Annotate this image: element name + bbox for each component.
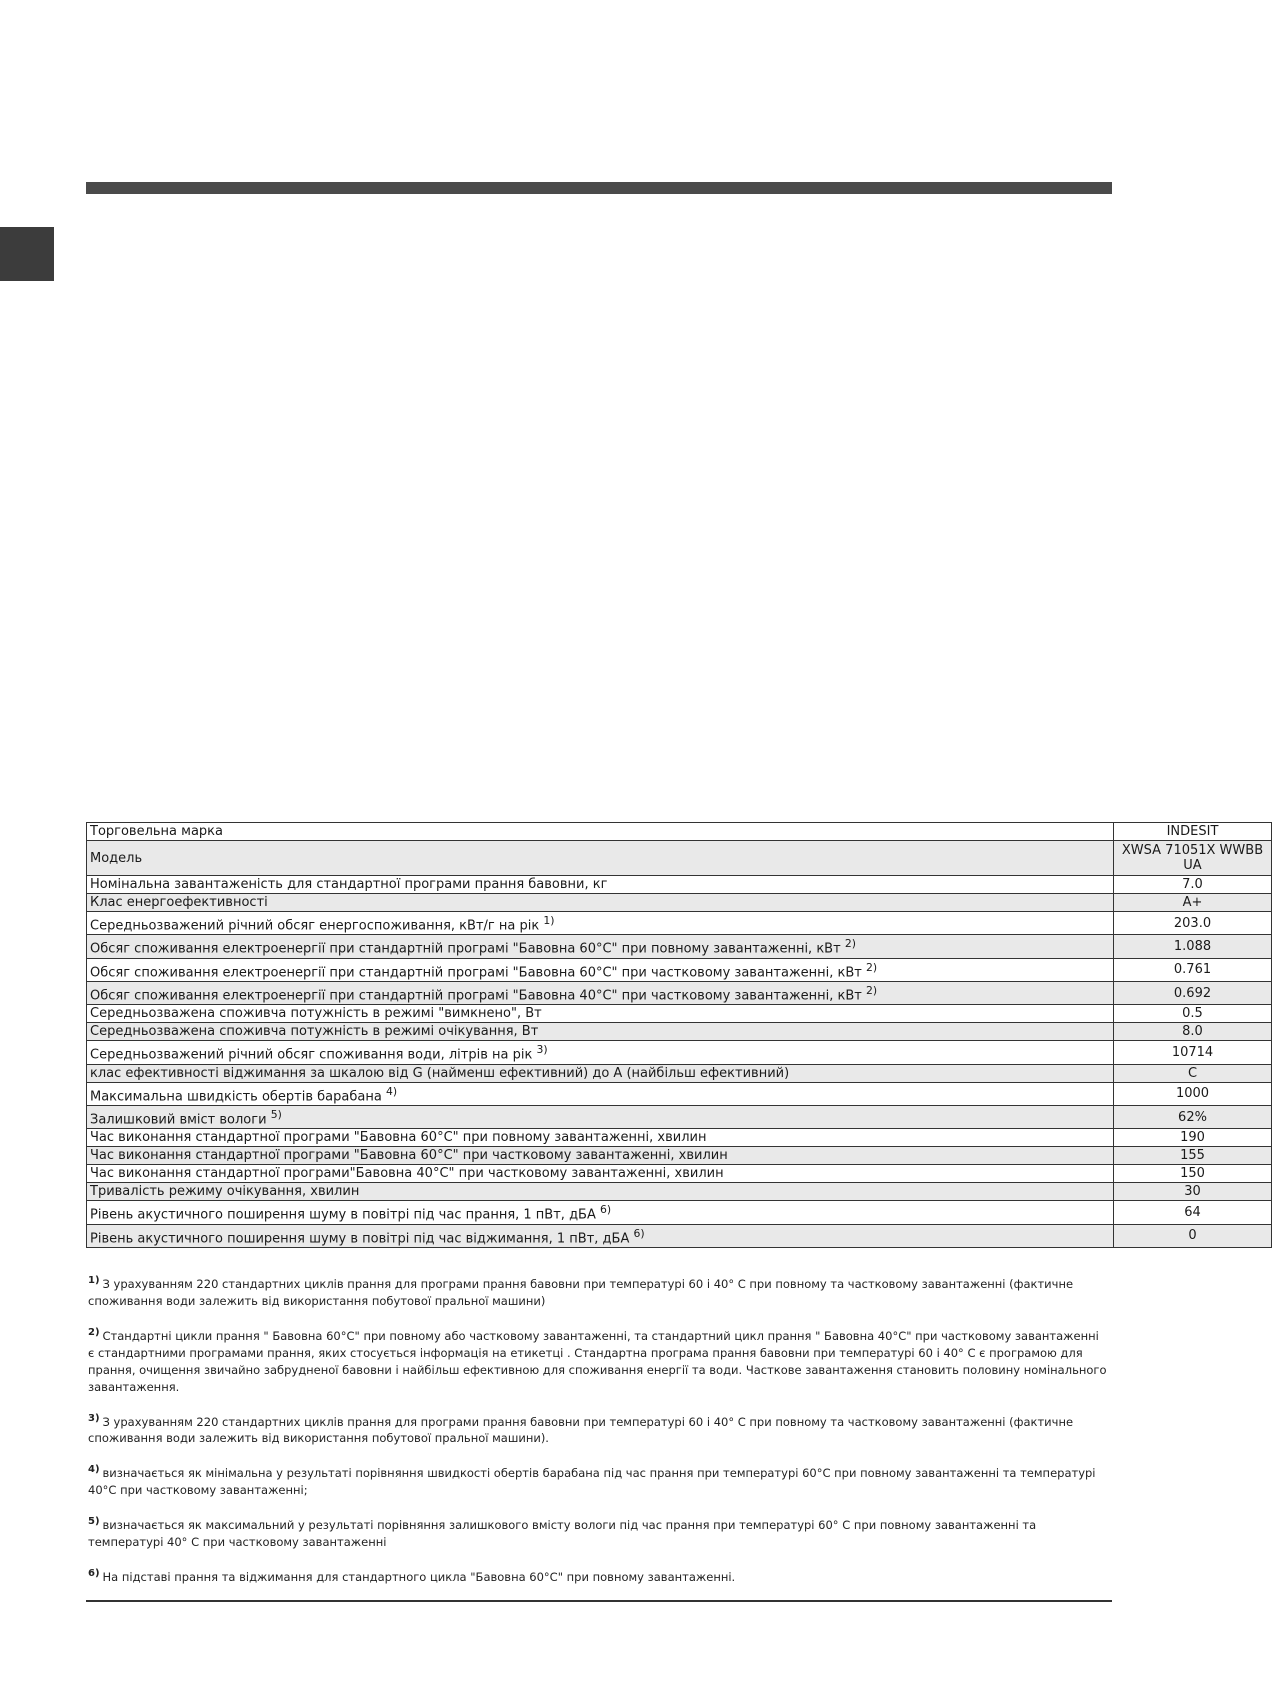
table-row bbox=[87, 1041, 1272, 1064]
product-spec-table bbox=[86, 822, 1272, 1248]
footnote-text: З урахуванням 220 стандартних циклів прання для програми прання бавовни при температурі 60 і 40° С при повному та частковому завантаженні (фактичне споживання води залежить від використання побутової пральної машини). bbox=[88, 1414, 1074, 1446]
footnote-ref: 6) bbox=[600, 1203, 612, 1217]
footnote-ref: 5) bbox=[270, 1107, 282, 1121]
param-cell: Середньозважена споживча потужність в режимі очікування, Вт bbox=[87, 1023, 1114, 1041]
footnote-mark: 3) bbox=[88, 1412, 100, 1424]
param-cell: Модель bbox=[87, 841, 1114, 876]
table-row bbox=[87, 1005, 1272, 1023]
footnote bbox=[88, 1513, 1108, 1551]
param-cell: Тривалість режиму очікування, хвилин bbox=[87, 1183, 1114, 1201]
footnote bbox=[88, 1324, 1108, 1396]
footnote-text: На підставі прання та віджимання для стандартного цикла "Бавовна 60°С" при повному завантаженні. bbox=[102, 1569, 736, 1584]
table-row bbox=[87, 1082, 1272, 1105]
value-cell: XWSA 71051X WWBB UA bbox=[1114, 841, 1272, 876]
value-cell: 10714 bbox=[1114, 1041, 1272, 1064]
table-row bbox=[87, 1023, 1272, 1041]
param-cell: Клас енергоефективності bbox=[87, 894, 1114, 912]
footnote-mark: 5) bbox=[88, 1516, 100, 1528]
value-cell: INDESIT bbox=[1114, 823, 1272, 841]
footnote bbox=[88, 1461, 1108, 1499]
footnote-text: З урахуванням 220 стандартних циклів прання для програми прання бавовни при температурі 60 і 40° С при повному та частковому завантаженні (фактичне споживання води залежить від використання побутової пральної машини) bbox=[88, 1276, 1074, 1308]
table-row bbox=[87, 894, 1272, 912]
param-cell: клас ефективності віджимання за шкалою від G (найменш ефективний) до А (найбільш ефективний) bbox=[87, 1064, 1114, 1082]
value-cell: 0.692 bbox=[1114, 981, 1272, 1004]
table-row bbox=[87, 841, 1272, 876]
footnotes bbox=[88, 1272, 1108, 1600]
value-cell: 0 bbox=[1114, 1224, 1272, 1247]
table-row bbox=[87, 1165, 1272, 1183]
footnote-text: визначається як мінімальна у результаті порівняння швидкості обертів барабана під час прання при температурі 60°С при повному завантаженні та температурі 40°С при частковому завантаженні; bbox=[88, 1466, 1096, 1498]
footnote-ref: 2) bbox=[844, 937, 856, 951]
param-cell: Час виконання стандартної програми "Бавовна 60°С" при частковому завантаженні, хвилин bbox=[87, 1147, 1114, 1165]
param-cell: Час виконання стандартної програми"Бавовна 40°С" при частковому завантаженні, хвилин bbox=[87, 1165, 1114, 1183]
footnote-mark: 6) bbox=[88, 1568, 100, 1580]
language-tab-marker bbox=[0, 227, 54, 281]
table-row bbox=[87, 981, 1272, 1004]
footnote-text: визначається як максимальний у результаті порівняння залишкового вмісту вологи під час прання при температурі 60° С при повному завантаженні та температурі 40° С при частковому завантаженні bbox=[88, 1518, 1037, 1550]
param-cell: Середньозважений річний обсяг споживання води, літрів на рік $^{3)}$ bbox=[87, 1041, 1114, 1064]
value-cell: 155 bbox=[1114, 1147, 1272, 1165]
param-cell: Обсяг споживання електроенергії при стандартній програмі "Бавовна 60°С" при частковому завантаженні, кВт $^{2)}$ bbox=[87, 958, 1114, 981]
value-cell: C bbox=[1114, 1064, 1272, 1082]
value-cell: A+ bbox=[1114, 894, 1272, 912]
footnote-ref: 3) bbox=[536, 1043, 548, 1057]
table-row bbox=[87, 1224, 1272, 1247]
value-cell: 64 bbox=[1114, 1201, 1272, 1224]
value-cell: 0.5 bbox=[1114, 1005, 1272, 1023]
table-row bbox=[87, 935, 1272, 958]
footnote-ref: 2) bbox=[866, 960, 878, 974]
param-cell: Рівень акустичного поширення шуму в повітрі під час прання, 1 пВт, дБА $^{6)}$ bbox=[87, 1201, 1114, 1224]
footer-rule bbox=[86, 1600, 1112, 1602]
param-cell: Рівень акустичного поширення шуму в повітрі під час віджимання, 1 пВт, дБА $^{6)}$ bbox=[87, 1224, 1114, 1247]
param-cell: Номінальна завантаженість для стандартної програми прання бавовни, кг bbox=[87, 876, 1114, 894]
table-row bbox=[87, 1183, 1272, 1201]
table-row bbox=[87, 1105, 1272, 1128]
param-cell: Середньозважений річний обсяг енергоспоживання, кВт/г на рік $^{1)}$ bbox=[87, 912, 1114, 935]
value-cell: 30 bbox=[1114, 1183, 1272, 1201]
param-cell: Час виконання стандартної програми "Бавовна 60°С" при повному завантаженні, хвилин bbox=[87, 1129, 1114, 1147]
footnote bbox=[88, 1410, 1108, 1448]
table-row bbox=[87, 912, 1272, 935]
value-cell: 150 bbox=[1114, 1165, 1272, 1183]
table-row bbox=[87, 823, 1272, 841]
value-cell: 62% bbox=[1114, 1105, 1272, 1128]
param-cell: Обсяг споживання електроенергії при стандартній програмі "Бавовна 40°С" при частковому завантаженні, кВт $^{2)}$ bbox=[87, 981, 1114, 1004]
param-cell: Середньозважена споживча потужність в режимі "вимкнено", Вт bbox=[87, 1005, 1114, 1023]
param-cell: Обсяг споживання електроенергії при стандартній програмі "Бавовна 60°С" при повному завантаженні, кВт $^{2)}$ bbox=[87, 935, 1114, 958]
footnote bbox=[88, 1272, 1108, 1310]
param-cell: Максимальна швидкість обертів барабана $^{4)}$ bbox=[87, 1082, 1114, 1105]
footnote-mark: 4) bbox=[88, 1464, 100, 1476]
table-row bbox=[87, 1064, 1272, 1082]
table-row bbox=[87, 1147, 1272, 1165]
footnote-ref: 1) bbox=[543, 914, 555, 927]
footnote-text: Стандартні цикли прання " Бавовна 60°С" при повному або частковому завантаженні, та стандартний цикл прання " Бавовна 40°С" при частковому завантаженні є стандартними програмами прання, яких стосується інформація на етикетці . Стандартна програма прання бавовни при температурі 60 і 40° С є програмою для прання, очищення звичайно забрудненої бавовни і найбільш ефективною для споживання енергії та води. Часткове завантаження становить половину номінального завантаження. bbox=[88, 1328, 1107, 1394]
value-cell: 190 bbox=[1114, 1129, 1272, 1147]
value-cell: 7.0 bbox=[1114, 876, 1272, 894]
footnote-ref: 6) bbox=[633, 1226, 645, 1240]
value-cell: 8.0 bbox=[1114, 1023, 1272, 1041]
table-row bbox=[87, 876, 1272, 894]
footnote-ref: 2) bbox=[866, 983, 878, 997]
footnote bbox=[88, 1565, 1108, 1586]
value-cell: 203.0 bbox=[1114, 912, 1272, 935]
table-row bbox=[87, 958, 1272, 981]
footnote-ref: 4) bbox=[385, 1084, 398, 1098]
param-cell: Залишковий вміст вологи $^{5)}$ bbox=[87, 1105, 1114, 1128]
param-cell: Торговельна марка bbox=[87, 823, 1114, 841]
footnote-mark: 2) bbox=[88, 1326, 100, 1338]
table-row bbox=[87, 1129, 1272, 1147]
footnote-mark: 1) bbox=[88, 1275, 100, 1286]
header-rule bbox=[86, 182, 1112, 194]
value-cell: 1000 bbox=[1114, 1082, 1272, 1105]
table-row bbox=[87, 1201, 1272, 1224]
value-cell: 1.088 bbox=[1114, 935, 1272, 958]
value-cell: 0.761 bbox=[1114, 958, 1272, 981]
